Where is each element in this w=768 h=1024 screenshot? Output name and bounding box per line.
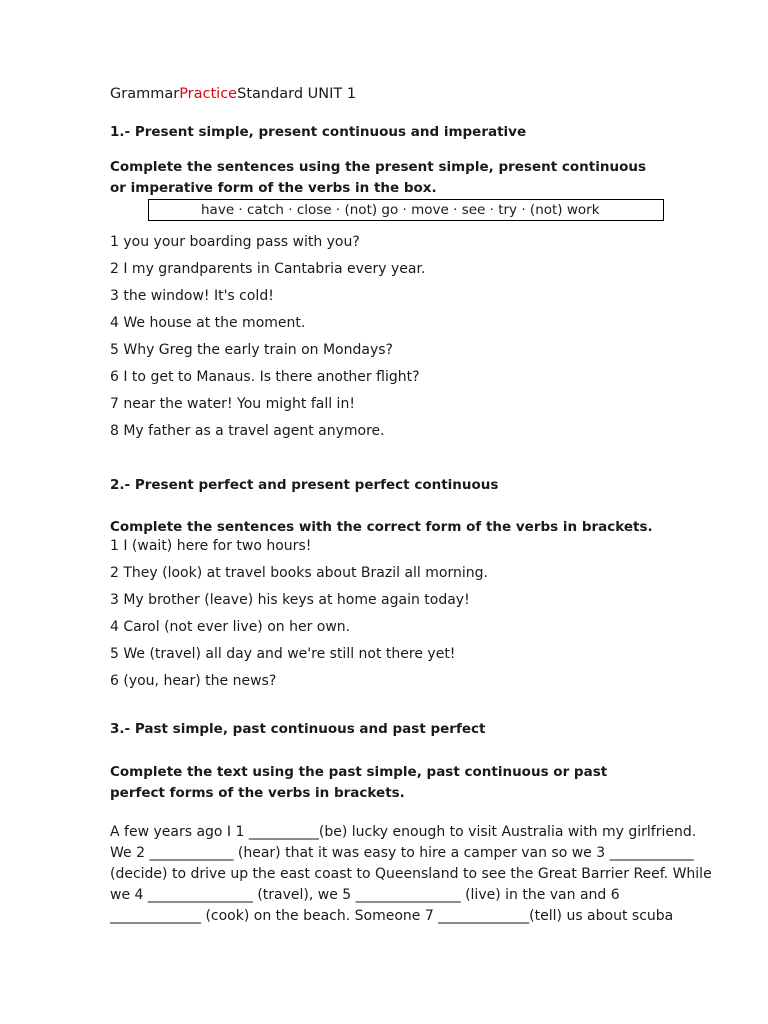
paragraph-line: A few years ago I 1 __________(be) lucky enough to visit Australia with my girlfriend. [110, 824, 697, 840]
exercise-2-item-2: 2 They (look) at travel books about Brazil all morning. [110, 565, 488, 581]
exercise-1-item-3: 3 the window! It's cold! [110, 288, 274, 304]
paragraph-line: (decide) to drive up the east coast to Queensland to see the Great Barrier Reef. While [110, 866, 712, 882]
section-1-instruction: Complete the sentences using the present simple, present continuous or imperative form of the verbs in the box. [110, 159, 646, 196]
exercise-2-item-6: 6 (you, hear) the news? [110, 673, 277, 689]
paragraph-line: We 2 ____________ (hear) that it was easy to hire a camper van so we 3 ____________ [110, 845, 694, 861]
exercise-1-item-7: 7 near the water! You might fall in! [110, 396, 355, 412]
exercise-2-item-5: 5 We (travel) all day and we're still not there yet! [110, 646, 456, 662]
title-grammar: Grammar [110, 86, 180, 102]
exercise-1-item-8: 8 My father as a travel agent anymore. [110, 423, 385, 439]
verb-box: have · catch · close · (not) go · move · see · try · (not) work [148, 199, 664, 221]
section-3-heading: 3.- Past simple, past continuous and past perfect [110, 721, 486, 737]
exercise-2-item-4: 4 Carol (not ever live) on her own. [110, 619, 351, 635]
exercise-1-item-6: 6 I to get to Manaus. Is there another flight? [110, 369, 420, 385]
title-rest: Standard UNIT 1 [237, 86, 357, 102]
exercise-1-item-4: 4 We house at the moment. [110, 315, 306, 331]
section-1-heading: 1.- Present simple, present continuous and imperative [110, 124, 527, 140]
exercise-1-item-1: 1 you your boarding pass with you? [110, 234, 360, 250]
exercise-1-item-2: 2 I my grandparents in Cantabria every year. [110, 261, 426, 277]
document-title [110, 86, 356, 102]
exercise-2-item-3: 3 My brother (leave) his keys at home again today! [110, 592, 470, 608]
gap-fill-paragraph [110, 822, 712, 927]
title-practice: Practice [179, 86, 238, 102]
section-2-instruction: Complete the sentences with the correct form of the verbs in brackets. [110, 519, 653, 535]
paragraph-line: we 4 _______________ (travel), we 5 _______________ (live) in the van and 6 [110, 887, 620, 903]
paragraph-line: _____________ (cook) on the beach. Someone 7 _____________(tell) us about scuba [110, 908, 674, 924]
section-2-heading: 2.- Present perfect and present perfect continuous [110, 477, 499, 493]
section-3-instruction: Complete the text using the past simple, past continuous or past perfect forms of the verbs in brackets. [110, 764, 608, 801]
exercise-2-item-1: 1 I (wait) here for two hours! [110, 538, 312, 554]
exercise-1-item-5: 5 Why Greg the early train on Mondays? [110, 342, 393, 358]
